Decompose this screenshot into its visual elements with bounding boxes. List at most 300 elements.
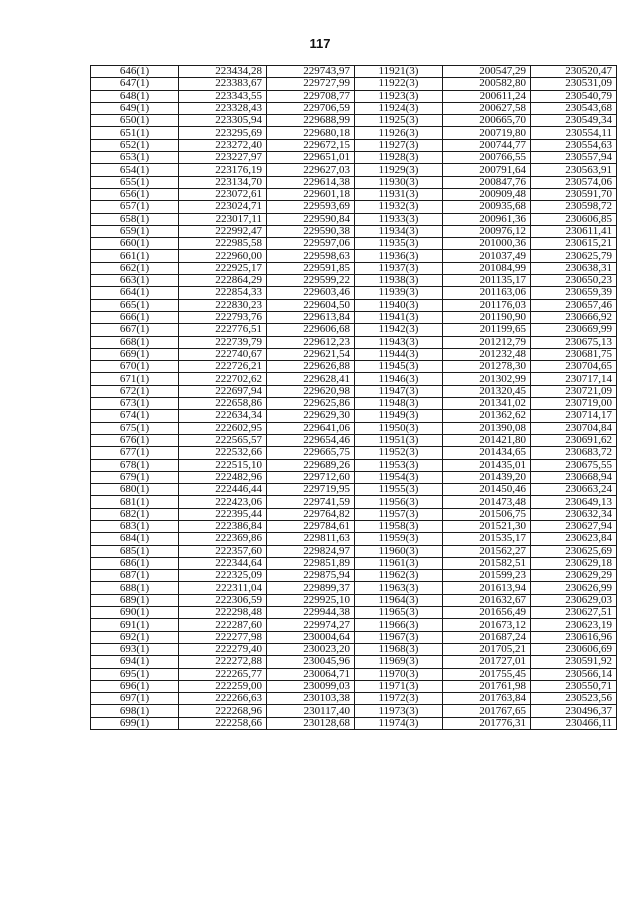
table-cell-x-coordinate-b: 200935,68: [443, 201, 531, 213]
table-cell-y-coordinate-b: 230704,84: [531, 422, 617, 434]
table-cell-x-coordinate-b: 201673,12: [443, 619, 531, 631]
table-cell-x-coordinate-b: 201562,27: [443, 545, 531, 557]
table-cell-x-coordinate-b: 200961,36: [443, 213, 531, 225]
table-cell-x-coordinate-b: 201763,84: [443, 693, 531, 705]
table-cell-point-id-b: 11962(3): [355, 570, 443, 582]
table-cell-point-id-b: 11956(3): [355, 496, 443, 508]
table-row: [91, 102, 617, 114]
table-cell-y-coordinate-b: 230663,24: [531, 484, 617, 496]
table-cell-x-coordinate-a: 222423,06: [179, 496, 267, 508]
table-cell-x-coordinate-a: 222697,94: [179, 385, 267, 397]
table-cell-x-coordinate-a: 222325,09: [179, 570, 267, 582]
table-cell-x-coordinate-a: 222298,48: [179, 607, 267, 619]
table-cell-x-coordinate-b: 201302,99: [443, 373, 531, 385]
table-cell-point-id-a: 685(1): [91, 545, 179, 557]
table-cell-x-coordinate-a: 222311,04: [179, 582, 267, 594]
table-cell-y-coordinate-a: 229875,94: [267, 570, 355, 582]
table-cell-point-id-b: 11943(3): [355, 336, 443, 348]
table-cell-x-coordinate-a: 222960,00: [179, 250, 267, 262]
table-cell-point-id-b: 11966(3): [355, 619, 443, 631]
table-cell-point-id-b: 11927(3): [355, 139, 443, 151]
table-cell-y-coordinate-a: 229784,61: [267, 520, 355, 532]
table-cell-x-coordinate-a: 223305,94: [179, 115, 267, 127]
table-cell-point-id-b: 11973(3): [355, 705, 443, 717]
table-cell-x-coordinate-b: 200909,48: [443, 188, 531, 200]
table-cell-x-coordinate-a: 222265,77: [179, 668, 267, 680]
table-cell-point-id-b: 11953(3): [355, 459, 443, 471]
table-cell-y-coordinate-a: 229620,98: [267, 385, 355, 397]
table-cell-x-coordinate-a: 223024,71: [179, 201, 267, 213]
table-cell-x-coordinate-a: 223134,70: [179, 176, 267, 188]
table-cell-x-coordinate-a: 222268,96: [179, 705, 267, 717]
table-cell-y-coordinate-a: 230023,20: [267, 643, 355, 655]
table-cell-point-id-b: 11955(3): [355, 484, 443, 496]
table-cell-y-coordinate-b: 230657,46: [531, 299, 617, 311]
table-cell-x-coordinate-a: 223272,40: [179, 139, 267, 151]
table-cell-point-id-a: 691(1): [91, 619, 179, 631]
table-row: [91, 447, 617, 459]
table-cell-point-id-a: 693(1): [91, 643, 179, 655]
table-cell-y-coordinate-a: 229925,10: [267, 594, 355, 606]
table-cell-x-coordinate-a: 223343,55: [179, 90, 267, 102]
table-cell-y-coordinate-b: 230598,72: [531, 201, 617, 213]
table-cell-y-coordinate-a: 229604,50: [267, 299, 355, 311]
table-cell-point-id-a: 646(1): [91, 66, 179, 78]
table-row: [91, 717, 617, 729]
table-cell-y-coordinate-b: 230650,23: [531, 275, 617, 287]
table-cell-point-id-b: 11937(3): [355, 262, 443, 274]
table-cell-y-coordinate-b: 230523,56: [531, 693, 617, 705]
table-row: [91, 496, 617, 508]
table-cell-point-id-a: 672(1): [91, 385, 179, 397]
table-cell-x-coordinate-b: 201656,49: [443, 607, 531, 619]
table-cell-x-coordinate-a: 222266,63: [179, 693, 267, 705]
table-cell-point-id-b: 11931(3): [355, 188, 443, 200]
table-cell-point-id-b: 11941(3): [355, 311, 443, 323]
table-cell-x-coordinate-a: 222793,76: [179, 311, 267, 323]
table-cell-point-id-b: 11950(3): [355, 422, 443, 434]
table-cell-y-coordinate-a: 229598,63: [267, 250, 355, 262]
table-cell-y-coordinate-a: 229651,01: [267, 152, 355, 164]
table-cell-point-id-a: 695(1): [91, 668, 179, 680]
table-cell-y-coordinate-a: 229603,46: [267, 287, 355, 299]
table-cell-y-coordinate-a: 229764,82: [267, 508, 355, 520]
table-cell-x-coordinate-a: 222259,00: [179, 680, 267, 692]
table-cell-y-coordinate-a: 229626,88: [267, 361, 355, 373]
table-cell-point-id-b: 11940(3): [355, 299, 443, 311]
table-cell-point-id-b: 11925(3): [355, 115, 443, 127]
table-cell-y-coordinate-b: 230721,09: [531, 385, 617, 397]
table-cell-y-coordinate-a: 229654,46: [267, 434, 355, 446]
table-cell-point-id-a: 666(1): [91, 311, 179, 323]
table-cell-y-coordinate-a: 229621,54: [267, 348, 355, 360]
table-cell-x-coordinate-b: 201232,48: [443, 348, 531, 360]
table-row: [91, 361, 617, 373]
table-cell-x-coordinate-a: 222482,96: [179, 471, 267, 483]
table-cell-x-coordinate-a: 222357,60: [179, 545, 267, 557]
table-cell-point-id-a: 664(1): [91, 287, 179, 299]
table-row: [91, 557, 617, 569]
table-cell-x-coordinate-a: 222740,67: [179, 348, 267, 360]
table-cell-point-id-b: 11954(3): [355, 471, 443, 483]
table-cell-y-coordinate-a: 229606,68: [267, 324, 355, 336]
table-cell-point-id-b: 11951(3): [355, 434, 443, 446]
table-cell-y-coordinate-a: 229597,06: [267, 238, 355, 250]
table-row: [91, 250, 617, 262]
table-cell-y-coordinate-a: 229688,99: [267, 115, 355, 127]
table-cell-point-id-a: 683(1): [91, 520, 179, 532]
table-cell-y-coordinate-a: 229811,63: [267, 533, 355, 545]
table-cell-y-coordinate-a: 230117,40: [267, 705, 355, 717]
table-cell-point-id-b: 11934(3): [355, 225, 443, 237]
table-cell-y-coordinate-b: 230554,11: [531, 127, 617, 139]
table-cell-x-coordinate-a: 222658,86: [179, 398, 267, 410]
table-cell-point-id-b: 11957(3): [355, 508, 443, 520]
table-cell-y-coordinate-b: 230554,63: [531, 139, 617, 151]
table-cell-point-id-a: 660(1): [91, 238, 179, 250]
table-cell-x-coordinate-a: 222726,21: [179, 361, 267, 373]
table-cell-y-coordinate-a: 230004,64: [267, 631, 355, 643]
table-row: [91, 434, 617, 446]
table-cell-point-id-b: 11924(3): [355, 102, 443, 114]
table-cell-y-coordinate-a: 229824,97: [267, 545, 355, 557]
table-row: [91, 508, 617, 520]
table-cell-y-coordinate-a: 229627,03: [267, 164, 355, 176]
table-cell-point-id-a: 659(1): [91, 225, 179, 237]
table-cell-y-coordinate-a: 229712,60: [267, 471, 355, 483]
table-cell-point-id-b: 11926(3): [355, 127, 443, 139]
table-cell-point-id-a: 668(1): [91, 336, 179, 348]
table-cell-y-coordinate-b: 230719,00: [531, 398, 617, 410]
table-cell-y-coordinate-b: 230675,55: [531, 459, 617, 471]
table-row: [91, 693, 617, 705]
table-cell-x-coordinate-a: 222925,17: [179, 262, 267, 274]
table-cell-point-id-a: 687(1): [91, 570, 179, 582]
table-cell-y-coordinate-a: 229727,99: [267, 78, 355, 90]
table-cell-y-coordinate-b: 230625,69: [531, 545, 617, 557]
table-cell-x-coordinate-b: 201439,20: [443, 471, 531, 483]
table-cell-x-coordinate-a: 223017,11: [179, 213, 267, 225]
table-cell-y-coordinate-b: 230543,68: [531, 102, 617, 114]
table-cell-point-id-a: 679(1): [91, 471, 179, 483]
table-cell-y-coordinate-a: 230064,71: [267, 668, 355, 680]
table-cell-y-coordinate-a: 229719,95: [267, 484, 355, 496]
table-cell-point-id-b: 11947(3): [355, 385, 443, 397]
table-cell-point-id-b: 11959(3): [355, 533, 443, 545]
table-cell-y-coordinate-b: 230623,84: [531, 533, 617, 545]
table-row: [91, 680, 617, 692]
table-cell-x-coordinate-b: 201473,48: [443, 496, 531, 508]
table-cell-point-id-b: 11961(3): [355, 557, 443, 569]
table-cell-point-id-a: 689(1): [91, 594, 179, 606]
table-cell-x-coordinate-b: 201421,80: [443, 434, 531, 446]
table-cell-point-id-a: 686(1): [91, 557, 179, 569]
table-cell-y-coordinate-b: 230615,21: [531, 238, 617, 250]
table-cell-y-coordinate-b: 230606,85: [531, 213, 617, 225]
table-row: [91, 582, 617, 594]
table-row: [91, 66, 617, 78]
table-cell-x-coordinate-b: 200791,64: [443, 164, 531, 176]
table-cell-x-coordinate-a: 222830,23: [179, 299, 267, 311]
table-cell-point-id-b: 11921(3): [355, 66, 443, 78]
table-row: [91, 520, 617, 532]
table-row: [91, 164, 617, 176]
table-cell-point-id-a: 667(1): [91, 324, 179, 336]
table-cell-point-id-b: 11963(3): [355, 582, 443, 594]
table-cell-x-coordinate-b: 201705,21: [443, 643, 531, 655]
table-row: [91, 471, 617, 483]
table-row: [91, 287, 617, 299]
table-cell-x-coordinate-b: 200582,80: [443, 78, 531, 90]
table-cell-point-id-a: 694(1): [91, 656, 179, 668]
table-cell-y-coordinate-a: 229612,23: [267, 336, 355, 348]
table-cell-x-coordinate-a: 222602,95: [179, 422, 267, 434]
table-cell-y-coordinate-a: 229743,97: [267, 66, 355, 78]
table-cell-x-coordinate-b: 201434,65: [443, 447, 531, 459]
table-cell-point-id-a: 678(1): [91, 459, 179, 471]
table-cell-point-id-a: 654(1): [91, 164, 179, 176]
table-cell-x-coordinate-a: 223176,19: [179, 164, 267, 176]
table-row: [91, 90, 617, 102]
table-cell-x-coordinate-a: 222395,44: [179, 508, 267, 520]
table-row: [91, 422, 617, 434]
table-row: [91, 275, 617, 287]
table-cell-y-coordinate-b: 230550,71: [531, 680, 617, 692]
table-cell-y-coordinate-a: 229944,38: [267, 607, 355, 619]
table-cell-point-id-a: 661(1): [91, 250, 179, 262]
table-cell-point-id-a: 688(1): [91, 582, 179, 594]
table-cell-x-coordinate-a: 223434,28: [179, 66, 267, 78]
table-cell-point-id-b: 11946(3): [355, 373, 443, 385]
table-cell-y-coordinate-a: 229899,37: [267, 582, 355, 594]
table-cell-y-coordinate-b: 230717,14: [531, 373, 617, 385]
table-cell-y-coordinate-a: 229851,89: [267, 557, 355, 569]
table-cell-y-coordinate-b: 230574,06: [531, 176, 617, 188]
table-row: [91, 398, 617, 410]
table-cell-y-coordinate-a: 229601,18: [267, 188, 355, 200]
table-cell-point-id-b: 11970(3): [355, 668, 443, 680]
table-cell-x-coordinate-b: 201761,98: [443, 680, 531, 692]
coordinates-table-body: [91, 66, 617, 730]
table-cell-x-coordinate-b: 201613,94: [443, 582, 531, 594]
table-cell-x-coordinate-b: 201278,30: [443, 361, 531, 373]
table-cell-y-coordinate-a: 229689,26: [267, 459, 355, 471]
table-cell-y-coordinate-a: 229593,69: [267, 201, 355, 213]
table-row: [91, 570, 617, 582]
table-cell-x-coordinate-b: 201687,24: [443, 631, 531, 643]
table-cell-x-coordinate-a: 222985,58: [179, 238, 267, 250]
table-row: [91, 115, 617, 127]
table-cell-point-id-b: 11974(3): [355, 717, 443, 729]
table-row: [91, 324, 617, 336]
table-cell-y-coordinate-a: 230103,38: [267, 693, 355, 705]
table-cell-x-coordinate-b: 201506,75: [443, 508, 531, 520]
table-cell-x-coordinate-b: 201362,62: [443, 410, 531, 422]
table-cell-y-coordinate-b: 230704,65: [531, 361, 617, 373]
table-row: [91, 533, 617, 545]
table-cell-x-coordinate-b: 200611,24: [443, 90, 531, 102]
table-cell-y-coordinate-a: 230128,68: [267, 717, 355, 729]
table-cell-point-id-a: 690(1): [91, 607, 179, 619]
table-cell-point-id-a: 699(1): [91, 717, 179, 729]
table-cell-y-coordinate-a: 229708,77: [267, 90, 355, 102]
table-row: [91, 299, 617, 311]
table-cell-point-id-b: 11933(3): [355, 213, 443, 225]
table-cell-point-id-b: 11930(3): [355, 176, 443, 188]
table-cell-point-id-b: 11958(3): [355, 520, 443, 532]
table-cell-y-coordinate-a: 230045,96: [267, 656, 355, 668]
table-cell-x-coordinate-b: 200547,29: [443, 66, 531, 78]
table-cell-y-coordinate-a: 229613,84: [267, 311, 355, 323]
table-row: [91, 545, 617, 557]
table-row: [91, 201, 617, 213]
table-cell-x-coordinate-a: 222515,10: [179, 459, 267, 471]
table-cell-point-id-a: 650(1): [91, 115, 179, 127]
table-cell-x-coordinate-b: 201190,90: [443, 311, 531, 323]
table-row: [91, 631, 617, 643]
table-cell-y-coordinate-b: 230591,70: [531, 188, 617, 200]
table-cell-y-coordinate-b: 230616,96: [531, 631, 617, 643]
table-row: [91, 139, 617, 151]
table-cell-x-coordinate-b: 200847,76: [443, 176, 531, 188]
table-cell-y-coordinate-b: 230632,34: [531, 508, 617, 520]
table-cell-y-coordinate-b: 230557,94: [531, 152, 617, 164]
table-cell-y-coordinate-a: 229590,38: [267, 225, 355, 237]
table-cell-point-id-b: 11967(3): [355, 631, 443, 643]
table-cell-point-id-b: 11965(3): [355, 607, 443, 619]
table-cell-point-id-b: 11968(3): [355, 643, 443, 655]
table-cell-x-coordinate-b: 201212,79: [443, 336, 531, 348]
table-cell-x-coordinate-b: 201176,03: [443, 299, 531, 311]
table-cell-y-coordinate-a: 229614,38: [267, 176, 355, 188]
table-row: [91, 176, 617, 188]
table-cell-x-coordinate-a: 222739,79: [179, 336, 267, 348]
table-cell-point-id-a: 673(1): [91, 398, 179, 410]
table-row: [91, 373, 617, 385]
table-row: [91, 643, 617, 655]
table-row: [91, 484, 617, 496]
table-cell-x-coordinate-b: 201599,23: [443, 570, 531, 582]
table-cell-x-coordinate-a: 222532,66: [179, 447, 267, 459]
table-row: [91, 668, 617, 680]
table-cell-x-coordinate-a: 222258,66: [179, 717, 267, 729]
table-cell-point-id-a: 680(1): [91, 484, 179, 496]
table-row: [91, 656, 617, 668]
table-cell-point-id-b: 11964(3): [355, 594, 443, 606]
table-cell-point-id-b: 11971(3): [355, 680, 443, 692]
table-cell-x-coordinate-b: 201727,01: [443, 656, 531, 668]
table-cell-point-id-b: 11935(3): [355, 238, 443, 250]
table-cell-x-coordinate-b: 201084,99: [443, 262, 531, 274]
table-cell-x-coordinate-b: 201435,01: [443, 459, 531, 471]
table-cell-point-id-b: 11938(3): [355, 275, 443, 287]
table-row: [91, 188, 617, 200]
table-cell-y-coordinate-b: 230466,11: [531, 717, 617, 729]
table-cell-point-id-a: 677(1): [91, 447, 179, 459]
table-cell-point-id-b: 11948(3): [355, 398, 443, 410]
table-cell-y-coordinate-b: 230629,03: [531, 594, 617, 606]
table-cell-y-coordinate-b: 230611,41: [531, 225, 617, 237]
table-row: [91, 705, 617, 717]
table-row: [91, 262, 617, 274]
table-cell-x-coordinate-a: 222864,29: [179, 275, 267, 287]
table-row: [91, 213, 617, 225]
table-row: [91, 78, 617, 90]
table-cell-x-coordinate-a: 222992,47: [179, 225, 267, 237]
table-cell-x-coordinate-b: 201390,08: [443, 422, 531, 434]
table-cell-y-coordinate-a: 229599,22: [267, 275, 355, 287]
table-cell-point-id-a: 698(1): [91, 705, 179, 717]
table-cell-y-coordinate-b: 230531,09: [531, 78, 617, 90]
table-cell-y-coordinate-a: 229672,15: [267, 139, 355, 151]
table-cell-point-id-a: 656(1): [91, 188, 179, 200]
table-cell-x-coordinate-b: 201199,65: [443, 324, 531, 336]
table-cell-y-coordinate-b: 230549,34: [531, 115, 617, 127]
table-cell-y-coordinate-a: 229706,59: [267, 102, 355, 114]
table-cell-point-id-b: 11922(3): [355, 78, 443, 90]
table-cell-point-id-b: 11929(3): [355, 164, 443, 176]
table-cell-point-id-a: 647(1): [91, 78, 179, 90]
table-cell-point-id-b: 11942(3): [355, 324, 443, 336]
table-cell-y-coordinate-b: 230625,79: [531, 250, 617, 262]
table-cell-y-coordinate-a: 229629,30: [267, 410, 355, 422]
table-cell-point-id-a: 652(1): [91, 139, 179, 151]
table-cell-point-id-b: 11944(3): [355, 348, 443, 360]
table-cell-point-id-a: 681(1): [91, 496, 179, 508]
table-row: [91, 348, 617, 360]
page-number: 117: [309, 36, 331, 51]
table-cell-point-id-b: 11952(3): [355, 447, 443, 459]
table-cell-x-coordinate-b: 201582,51: [443, 557, 531, 569]
table-row: [91, 607, 617, 619]
table-cell-point-id-a: 653(1): [91, 152, 179, 164]
table-cell-point-id-a: 676(1): [91, 434, 179, 446]
table-cell-x-coordinate-b: 200976,12: [443, 225, 531, 237]
table-cell-point-id-b: 11949(3): [355, 410, 443, 422]
table-row: [91, 225, 617, 237]
table-row: [91, 410, 617, 422]
table-cell-y-coordinate-b: 230659,39: [531, 287, 617, 299]
table-cell-x-coordinate-b: 200744,77: [443, 139, 531, 151]
table-cell-x-coordinate-b: 201135,17: [443, 275, 531, 287]
table-row: [91, 619, 617, 631]
table-cell-point-id-a: 675(1): [91, 422, 179, 434]
table-cell-y-coordinate-a: 229680,18: [267, 127, 355, 139]
table-cell-x-coordinate-a: 222776,51: [179, 324, 267, 336]
table-cell-point-id-a: 674(1): [91, 410, 179, 422]
table-cell-x-coordinate-b: 201521,30: [443, 520, 531, 532]
table-cell-y-coordinate-a: 229591,85: [267, 262, 355, 274]
table-cell-point-id-b: 11936(3): [355, 250, 443, 262]
table-cell-x-coordinate-b: 201163,06: [443, 287, 531, 299]
table-cell-point-id-a: 697(1): [91, 693, 179, 705]
table-cell-y-coordinate-b: 230691,62: [531, 434, 617, 446]
table-cell-x-coordinate-a: 222272,88: [179, 656, 267, 668]
table-cell-y-coordinate-b: 230681,75: [531, 348, 617, 360]
table-cell-x-coordinate-a: 222634,34: [179, 410, 267, 422]
table-cell-point-id-a: 696(1): [91, 680, 179, 692]
table-row: [91, 385, 617, 397]
table-cell-point-id-a: 648(1): [91, 90, 179, 102]
table-cell-x-coordinate-b: 201632,67: [443, 594, 531, 606]
table-cell-y-coordinate-b: 230649,13: [531, 496, 617, 508]
table-cell-y-coordinate-b: 230666,92: [531, 311, 617, 323]
table-cell-y-coordinate-b: 230714,17: [531, 410, 617, 422]
table-row: [91, 336, 617, 348]
table-cell-x-coordinate-b: 201037,49: [443, 250, 531, 262]
table-cell-x-coordinate-b: 201535,17: [443, 533, 531, 545]
table-cell-point-id-a: 651(1): [91, 127, 179, 139]
